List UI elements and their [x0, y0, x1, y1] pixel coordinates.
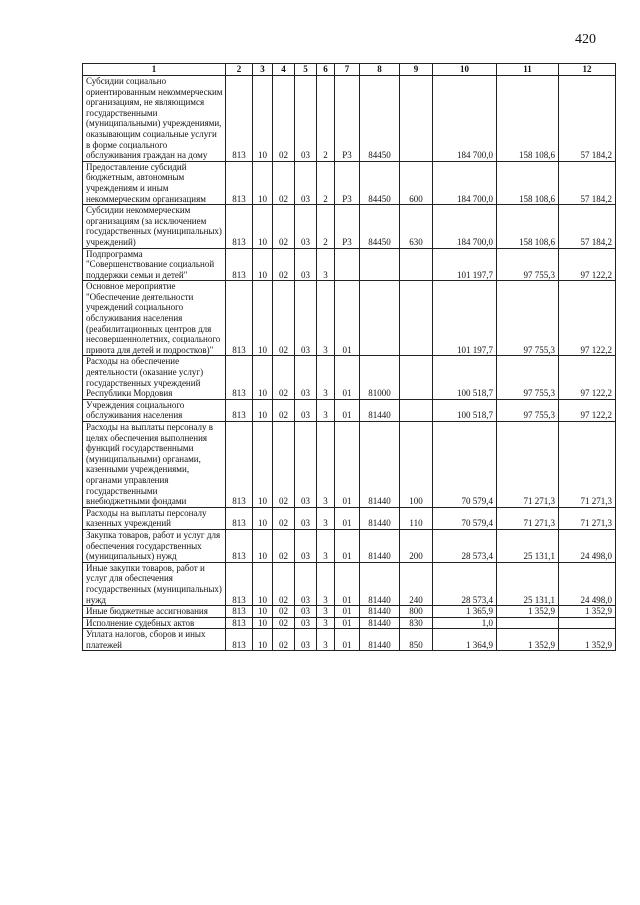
column-header: 5	[295, 64, 317, 76]
table-cell	[400, 281, 433, 356]
table-cell	[400, 76, 433, 162]
table-cell: 03	[295, 629, 317, 651]
table-cell: 28 573,4	[433, 562, 497, 605]
table-cell: 2	[317, 205, 335, 248]
table-cell: 10	[253, 399, 273, 421]
row-name-cell: Расходы на обеспечение деятельности (оказание услуг) государственных учреждений Республики Мордовия	[83, 356, 226, 399]
table-cell: 2	[317, 161, 335, 204]
row-name-cell: Иные бюджетные ассигнования	[83, 606, 226, 618]
table-cell: 813	[226, 76, 253, 162]
table-cell: 24 498,0	[559, 529, 616, 562]
row-name-cell: Основное мероприятие "Обеспечение деятельности учреждений социального обслуживания населения (реабилитационных центров для несовершеннолетних, социального приюта для детей и подростков)"	[83, 281, 226, 356]
table-cell: 813	[226, 205, 253, 248]
table-cell: 10	[253, 76, 273, 162]
table-cell: 813	[226, 422, 253, 508]
table-cell: 02	[273, 356, 295, 399]
table-cell: 813	[226, 507, 253, 529]
table-row	[83, 356, 616, 399]
row-name-cell: Закупка товаров, работ и услуг для обеспечения государственных (муниципальных) нужд	[83, 529, 226, 562]
table-cell: 03	[295, 399, 317, 421]
table-cell: 02	[273, 629, 295, 651]
table-cell: 02	[273, 507, 295, 529]
table-cell: 57 184,2	[559, 76, 616, 162]
table-cell: 71 271,3	[559, 507, 616, 529]
table-cell: Р3	[335, 205, 360, 248]
table-cell: 01	[335, 562, 360, 605]
column-header: 1	[83, 64, 226, 76]
table-cell: 800	[400, 606, 433, 618]
table-cell: 25 131,1	[497, 562, 559, 605]
table-cell: 1 352,9	[559, 606, 616, 618]
table-cell: 2	[317, 76, 335, 162]
table-cell: 03	[295, 422, 317, 508]
table-cell: 25 131,1	[497, 529, 559, 562]
table-cell: 101 197,7	[433, 248, 497, 281]
table-cell: 3	[317, 606, 335, 618]
table-cell: 3	[317, 281, 335, 356]
table-cell: 813	[226, 617, 253, 629]
row-name-cell: Подпрограмма "Совершенствование социальной поддержки семьи и детей"	[83, 248, 226, 281]
table-cell: 10	[253, 422, 273, 508]
table-cell: 3	[317, 356, 335, 399]
table-cell	[559, 617, 616, 629]
table-cell: 3	[317, 562, 335, 605]
table-cell: 03	[295, 529, 317, 562]
table-row	[83, 422, 616, 508]
table-cell: 01	[335, 529, 360, 562]
table-cell: 10	[253, 205, 273, 248]
table-cell: 57 184,2	[559, 205, 616, 248]
table-cell: 184 700,0	[433, 161, 497, 204]
table-cell: 81440	[360, 399, 400, 421]
row-name-cell: Предоставление субсидий бюджетным, автономным учреждениям и иным некоммерческим организациям	[83, 161, 226, 204]
table-cell: 01	[335, 281, 360, 356]
table-cell: 100 518,7	[433, 399, 497, 421]
row-name-cell: Учреждения социального обслуживания населения	[83, 399, 226, 421]
table-row	[83, 281, 616, 356]
table-row	[83, 399, 616, 421]
table-cell: 71 271,3	[497, 507, 559, 529]
table-cell: Р3	[335, 76, 360, 162]
table-cell: 01	[335, 356, 360, 399]
table-cell: 813	[226, 529, 253, 562]
table-cell: 81440	[360, 617, 400, 629]
table-row	[83, 76, 616, 162]
row-name-cell: Субсидии социально ориентированным некоммерческим организациям, не являющимся государственными (муниципальными) учреждениями, оказывающим социальные услуги в форме социального обслуживания граждан на дому	[83, 76, 226, 162]
table-cell: 10	[253, 562, 273, 605]
row-name-cell: Субсидии некоммерческим организациям (за исключением государственных (муниципальных) учреждений)	[83, 205, 226, 248]
row-name-cell: Расходы на выплаты персоналу казенных учреждений	[83, 507, 226, 529]
table-cell	[400, 399, 433, 421]
table-cell: 97 122,2	[559, 281, 616, 356]
table-cell: 630	[400, 205, 433, 248]
table-cell	[360, 281, 400, 356]
table-cell: 100	[400, 422, 433, 508]
table-cell: 158 108,6	[497, 76, 559, 162]
row-name-cell: Исполнение судебных актов	[83, 617, 226, 629]
table-cell	[400, 356, 433, 399]
table-header-row	[83, 64, 616, 76]
table-cell: 10	[253, 248, 273, 281]
table-cell: 184 700,0	[433, 205, 497, 248]
table-cell: 3	[317, 399, 335, 421]
column-header: 12	[559, 64, 616, 76]
table-cell: 01	[335, 606, 360, 618]
table-cell: 813	[226, 562, 253, 605]
table-cell: 81000	[360, 356, 400, 399]
table-cell: 81440	[360, 507, 400, 529]
table-cell: 97 755,3	[497, 356, 559, 399]
table-row	[83, 507, 616, 529]
table-cell: 10	[253, 629, 273, 651]
table-cell: 02	[273, 617, 295, 629]
table-cell: 1 364,9	[433, 629, 497, 651]
budget-table	[82, 63, 616, 651]
table-cell: 24 498,0	[559, 562, 616, 605]
table-cell: 813	[226, 629, 253, 651]
table-cell: 70 579,4	[433, 422, 497, 508]
table-cell: 10	[253, 356, 273, 399]
table-cell	[400, 248, 433, 281]
table-cell: 3	[317, 529, 335, 562]
table-cell: 813	[226, 281, 253, 356]
table-cell: 600	[400, 161, 433, 204]
column-header: 9	[400, 64, 433, 76]
row-name-cell: Иные закупки товаров, работ и услуг для обеспечения государственных (муниципальных) нужд	[83, 562, 226, 605]
table-cell: 10	[253, 281, 273, 356]
table-cell: 97 755,3	[497, 399, 559, 421]
table-cell: 158 108,6	[497, 205, 559, 248]
table-cell: 71 271,3	[497, 422, 559, 508]
table-cell: 81440	[360, 629, 400, 651]
table-cell: 02	[273, 205, 295, 248]
table-cell	[497, 617, 559, 629]
table-cell: 03	[295, 205, 317, 248]
table-cell: 01	[335, 399, 360, 421]
table-cell: 84450	[360, 161, 400, 204]
table-row	[83, 606, 616, 618]
column-header: 10	[433, 64, 497, 76]
table-cell	[335, 248, 360, 281]
table-cell: 02	[273, 562, 295, 605]
table-cell: 1 365,9	[433, 606, 497, 618]
table-cell: 84450	[360, 76, 400, 162]
table-cell: 03	[295, 617, 317, 629]
page-number: 420	[575, 32, 596, 47]
table-cell: 3	[317, 629, 335, 651]
table-cell: 830	[400, 617, 433, 629]
table-cell: 184 700,0	[433, 76, 497, 162]
table-cell: 10	[253, 529, 273, 562]
table-body	[83, 76, 616, 651]
table-cell: 813	[226, 356, 253, 399]
table-cell: 02	[273, 248, 295, 281]
table-cell: 03	[295, 248, 317, 281]
table-cell: 3	[317, 248, 335, 281]
table-cell: 03	[295, 606, 317, 618]
column-header: 7	[335, 64, 360, 76]
table-row	[83, 248, 616, 281]
row-name-cell: Уплата налогов, сборов и иных платежей	[83, 629, 226, 651]
table-cell: Р3	[335, 161, 360, 204]
table-cell: 3	[317, 507, 335, 529]
table-cell: 70 579,4	[433, 507, 497, 529]
table-cell	[360, 248, 400, 281]
table-cell: 200	[400, 529, 433, 562]
table-cell: 3	[317, 422, 335, 508]
table-cell: 01	[335, 422, 360, 508]
table-cell: 81440	[360, 562, 400, 605]
table-cell: 1 352,9	[497, 629, 559, 651]
table-cell: 81440	[360, 606, 400, 618]
table-cell: 71 271,3	[559, 422, 616, 508]
table-cell: 1 352,9	[559, 629, 616, 651]
column-header: 3	[253, 64, 273, 76]
table-cell: 03	[295, 76, 317, 162]
table-cell: 3	[317, 617, 335, 629]
table-cell: 1,0	[433, 617, 497, 629]
table-cell: 03	[295, 356, 317, 399]
table-cell: 850	[400, 629, 433, 651]
table-cell: 10	[253, 161, 273, 204]
table-cell: 240	[400, 562, 433, 605]
table-cell: 28 573,4	[433, 529, 497, 562]
table-cell: 03	[295, 507, 317, 529]
table-cell: 100 518,7	[433, 356, 497, 399]
column-header: 6	[317, 64, 335, 76]
table-cell: 57 184,2	[559, 161, 616, 204]
table-row	[83, 629, 616, 651]
table-cell: 02	[273, 606, 295, 618]
table-row	[83, 161, 616, 204]
table-cell: 97 122,2	[559, 399, 616, 421]
table-cell: 84450	[360, 205, 400, 248]
table-cell: 02	[273, 281, 295, 356]
table-cell: 101 197,7	[433, 281, 497, 356]
table-cell: 1 352,9	[497, 606, 559, 618]
table-cell: 97 755,3	[497, 281, 559, 356]
table-cell: 97 755,3	[497, 248, 559, 281]
column-header: 2	[226, 64, 253, 76]
table-cell: 02	[273, 76, 295, 162]
row-name-cell: Расходы на выплаты персоналу в целях обеспечения выполнения функций государственными (муниципальными) органами, казенными учреждениями, органами управления государственными внебюджетными фондами	[83, 422, 226, 508]
table-row	[83, 617, 616, 629]
table-cell: 10	[253, 606, 273, 618]
table-row	[83, 205, 616, 248]
table-cell: 158 108,6	[497, 161, 559, 204]
table-cell: 813	[226, 606, 253, 618]
table-cell: 03	[295, 562, 317, 605]
table-cell: 97 122,2	[559, 356, 616, 399]
column-header: 4	[273, 64, 295, 76]
table-row	[83, 562, 616, 605]
table-cell: 01	[335, 507, 360, 529]
table-cell: 97 122,2	[559, 248, 616, 281]
column-header: 11	[497, 64, 559, 76]
table-cell: 03	[295, 161, 317, 204]
table-cell: 01	[335, 617, 360, 629]
table-cell: 10	[253, 617, 273, 629]
table-cell: 01	[335, 629, 360, 651]
table-cell: 02	[273, 422, 295, 508]
column-header: 8	[360, 64, 400, 76]
table-cell: 02	[273, 161, 295, 204]
table-cell: 03	[295, 281, 317, 356]
table-cell: 813	[226, 248, 253, 281]
table-cell: 10	[253, 507, 273, 529]
table-cell: 81440	[360, 422, 400, 508]
table-cell: 813	[226, 399, 253, 421]
table-row	[83, 529, 616, 562]
table-cell: 02	[273, 529, 295, 562]
table-cell: 02	[273, 399, 295, 421]
table-cell: 813	[226, 161, 253, 204]
table-cell: 81440	[360, 529, 400, 562]
table-cell: 110	[400, 507, 433, 529]
